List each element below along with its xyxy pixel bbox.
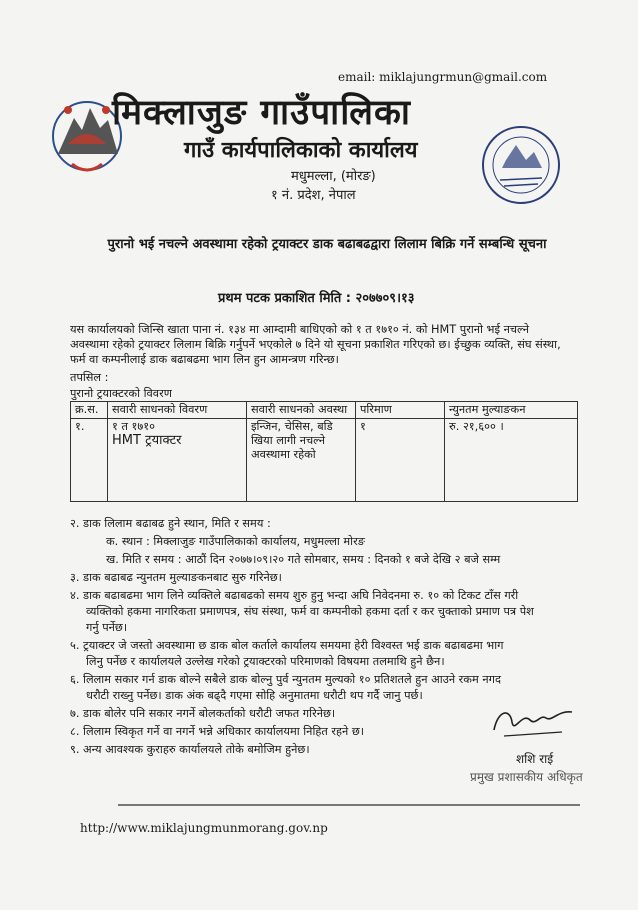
address-line-1: मधुमल्ला, (मोरङ)	[291, 169, 376, 184]
column-header-description: सवारी साधनको विवरण	[108, 402, 247, 419]
table-caption: पुरानो ट्रयाक्टरको विवरण	[70, 387, 172, 400]
list-item-line: ४. डाक बढाबढमा भाग लिने व्यक्तिले बढाबढको समय शुरु हुनु भन्दा अघि निवेदनमा रु. १० को टिकट टाँस गरी	[70, 589, 519, 602]
column-header-quantity: परिमाण	[356, 402, 445, 419]
details-label: तपसिल :	[70, 371, 109, 384]
website-link[interactable]: http://www.miklajungmunmorang.gov.np	[80, 821, 328, 835]
vehicle-number: १ त १७१०	[112, 420, 155, 433]
vehicle-model: HMT ट्रयाक्टर	[112, 433, 182, 448]
list-item: ख. मिति र समय : आठौं दिन २०७७।०९।२० गते सोमबार, समय : दिनको १ बजे देखि २ बजे सम्म	[106, 553, 501, 566]
column-header-min-value: न्युनतम मुल्याङकन	[445, 402, 578, 419]
notice-headline: पुरानो भई नचल्ने अवस्थामा रहेको ट्रयाक्टर डाक बढाबढद्वारा लिलाम बिक्रि गर्ने सम्बन्धि सूचना	[107, 237, 547, 252]
signature-scribble-icon	[488, 700, 578, 745]
list-item-line: ६. लिलाम सकार गर्न डाक बोल्ने सबैले डाक बोल्नु पुर्व न्युनतम मुल्यको १० प्रतिशतले हुन आउने रकम नगद	[70, 673, 501, 686]
office-name: मिक्लाजुङ गाउँपालिका	[112, 93, 411, 133]
list-item-line: लिनु पर्नेछ र कार्यालयले उल्लेख गरेको ट्रयाक्टरको परिमाणको विषयमा तलमाथि हुने छैन।	[86, 655, 445, 668]
list-item: क. स्थान : मिक्लाजुङ गाउँपालिकाको कार्यालय, मधुमल्ला मोरङ	[106, 535, 365, 548]
cell-condition: इन्जिन, चेसिस, बडि खिया लागी नचल्ने अवस्थामा रहेको	[247, 419, 356, 502]
list-item-line: गर्नु पर्नेछ।	[86, 621, 128, 634]
cell-sn: १.	[71, 419, 108, 502]
list-item: २. डाक लिलाम बढाबढ हुने स्थान, मिति र समय :	[70, 517, 271, 530]
list-item	[70, 588, 590, 636]
table-header-row	[71, 402, 578, 419]
list-item-line: व्यक्तिको हकमा नागरिकता प्रमाणपत्र, संघ संस्था, फर्म वा कम्पनीको हकमा दर्ता र कर चुक्ताको प्रमाण पत्र पेश	[86, 605, 534, 618]
signer-title: प्रमुख प्रशासकीय अधिकृत	[470, 770, 583, 784]
tractor-details-table	[70, 401, 578, 502]
office-seal-stamp-icon	[476, 120, 566, 210]
signer-name: शशि राई	[516, 752, 554, 766]
list-item: ९. अन्य आवश्यक कुराहरु कार्यालयले तोके बमोजिम हुनेछ।	[70, 743, 310, 756]
list-item: ८. लिलाम स्विकृत गर्ने वा नगर्ने भन्ने अधिकार कार्यालयमा निहित रहने छ।	[70, 725, 365, 738]
footer-divider	[118, 804, 580, 806]
address-line-2: १ नं. प्रदेश, नेपाल	[271, 188, 356, 203]
list-item-line: ५. ट्रयाक्टर जे जस्तो अवस्थामा छ डाक बोल कर्ताले कार्यालय समयमा हेरी विश्वस्त भई डाक बढाबढमा भाग	[70, 639, 504, 652]
email-address: email: miklajungrmun@gmail.com	[338, 70, 548, 84]
list-item-line: धरौटी राख्नु पर्नेछ। डाक अंक बढ्दै गएमा सोहि अनुमातमा धरौटी थप गर्दै जानु पर्छ।	[86, 689, 423, 702]
cell-description	[108, 419, 247, 502]
column-header-sn: क्र.स.	[71, 402, 108, 419]
notice-paragraph: यस कार्यालयको जिन्सि खाता पाना नं. १३४ मा आम्दामी बाधिएको को १ त १७१० नं. को HMT पुरानो भई नचल्ने अवस्थामा रहेको ट्रयाक्टर लिलाम बिक्रि गर्नुपर्ने भएकोले ७ दिने यो सूचना प्रकाशित गरिएको छ। ईच्छुक व्यक्ति, संघ संस्था, फर्म वा कम्पनीलाई डाक बढाबढमा भाग लिन हुन आमन्त्रण गरिन्छ।	[70, 323, 561, 366]
table-row	[71, 419, 578, 502]
cell-min-value: रु. २१,६०० ।	[445, 419, 578, 502]
column-header-condition: सवारी साधनको अवस्था	[247, 402, 356, 419]
list-item	[70, 638, 590, 670]
list-item: ३. डाक बढाबढ न्युनतम मुल्याङकनबाट सुरु गरिनेछ।	[70, 571, 282, 584]
office-subtitle: गाउँ कार्यपालिकाको कार्यालय	[184, 138, 418, 163]
publication-date: प्रथम पटक प्रकाशित मिति : २०७७०९।१३	[218, 291, 415, 306]
list-item: ७. डाक बोलेर पनि सकार नगर्ने बोलकर्ताको धरौटी जफत गरिनेछ।	[70, 707, 336, 720]
cell-quantity: १	[356, 419, 445, 502]
